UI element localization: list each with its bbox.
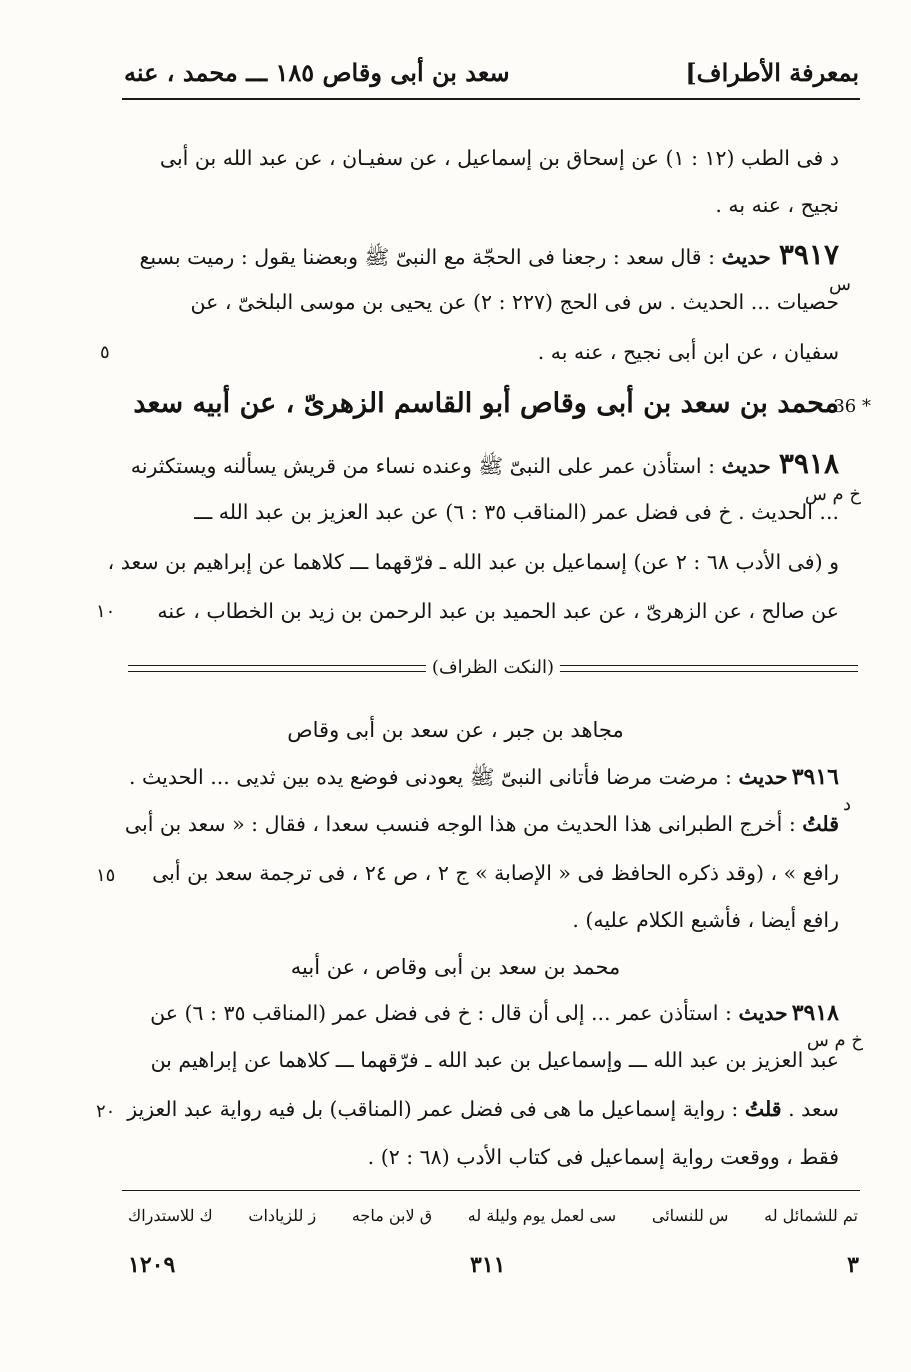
key-item: س للنسائى	[651, 1206, 729, 1225]
hadith-3918b-line	[150, 1000, 839, 1026]
nukat-subheading-2: محمد بن سعد بن أبى وقاص ، عن أبيه	[290, 955, 621, 979]
text-line: رافع أيضا ، فأشبع الكلام عليه) .	[572, 908, 839, 932]
hadith-keyword: حديث	[738, 765, 788, 789]
text-line: رافع » ، (وقد ذكره الحافظ فى « الإصابة » ج ٢ ، ص ٢٤ ، فى ترجمة سعد بن أبى	[152, 861, 839, 885]
separator-label: (النكت الظراف)	[426, 657, 560, 678]
nukat-subheading-1: مجاهد بن جبر ، عن سعد بن أبى وقاص	[287, 718, 624, 742]
hadith-3918-line	[131, 447, 839, 484]
note-text: سعد .	[788, 1097, 839, 1121]
key-item: ق لابن ماجه	[351, 1206, 433, 1225]
text-line: حصيات ... الحديث . س فى الحج (٢٢٧ : ٢) عن يحيى بن موسى البلخىّ ، عن	[190, 290, 839, 314]
footer-rule	[122, 1190, 860, 1191]
note-line	[127, 1097, 839, 1121]
hadith-number: ٣٩١٦	[791, 764, 839, 790]
hadith-3916-line	[129, 764, 839, 795]
page-number: ٣١١	[470, 1252, 506, 1278]
hadith-3918-marker: خ م س	[804, 484, 861, 505]
text-line: ... الحديث . خ فى فضل عمر (المناقب ٣٥ : ٦) عن عبد العزيز بن عبد الله ـــ	[194, 500, 839, 524]
qult-keyword: قلتُ	[802, 812, 839, 836]
hadith-3917-marker: س	[829, 274, 851, 295]
text-line: سفيان ، عن ابن أبى نجيح ، عنه به .	[537, 340, 839, 364]
hadith-3916-marker: د	[842, 794, 851, 815]
total-page-number: ١٢٠٩	[128, 1252, 176, 1278]
hadith-keyword: حديث	[721, 245, 771, 269]
note-text: : أخرج الطبرانى هذا الحديث من هذا الوجه فنسب سعدا ، فقال : « سعد بن أبى	[124, 812, 796, 836]
header-rule	[122, 98, 860, 100]
header-section-title: سعد بن أبى وقاص ١٨٥ ـــ محمد ، عنه	[124, 58, 510, 87]
note-line	[125, 812, 839, 836]
line-marker-20: ٢٠	[96, 1101, 116, 1122]
hadith-text: : مرضت مرضا فأتانى النبىّ ﷺ يعودنى فوضع يده بين ثديى ... الحديث .	[128, 765, 732, 789]
key-item: تم للشمائل له	[764, 1206, 858, 1225]
text-line: فقط ، ووقعت رواية إسماعيل فى كتاب الأدب (٦٨ : ٢) .	[367, 1145, 839, 1169]
hadith-keyword: حديث	[738, 1001, 788, 1025]
hadith-3918b-marker: خ م س	[806, 1030, 863, 1051]
hadith-keyword: حديث	[721, 454, 771, 478]
hadith-number: ٣٩١٧	[778, 238, 839, 271]
header-book-title: بمعرفة الأطراف]	[685, 58, 859, 87]
text-line: نجيح ، عنه به .	[715, 193, 839, 217]
section-36-title	[133, 388, 839, 419]
line-marker-5: ٥	[100, 342, 110, 363]
nukat-separator	[128, 656, 858, 684]
volume-number: ٣	[847, 1252, 859, 1278]
note-text: : رواية إسماعيل ما هى فى فضل عمر (المناقب) بل فيه رواية عبد العزيز	[127, 1097, 739, 1121]
abbreviation-key	[128, 1206, 858, 1225]
text-line: عن صالح ، عن الزهرىّ ، عن عبد الحميد بن عبد الرحمن بن زيد بن الخطاب ، عنه	[157, 599, 839, 623]
section-number-tag: 36 *	[833, 396, 871, 417]
key-item: سى لعمل يوم وليلة له	[467, 1206, 617, 1225]
hadith-text: : استأذن عمر على النبىّ ﷺ وعنده نساء من قريش يسألنه ويستكثرنه	[130, 454, 716, 478]
hadith-text: : قال سعد : رجعنا فى الحجّة مع النبىّ ﷺ وبعضنا يقول : رميت بسبع	[139, 245, 716, 269]
key-item: ز للزيادات	[248, 1206, 317, 1225]
text-line: د فى الطب (١٢ : ١) عن إسحاق بن إسماعيل ، عن سفيـان ، عن عبد الله بن أبى	[159, 146, 839, 170]
qult-keyword: قلتُ	[744, 1097, 782, 1121]
key-item: ك للاستدراك	[128, 1206, 213, 1225]
section-title-text: محمد بن سعد بن أبى وقاص أبو القاسم الزهرىّ ، عن أبيه سعد	[133, 388, 839, 419]
hadith-3917-line	[140, 238, 839, 275]
hadith-number: ٣٩١٨	[778, 447, 839, 480]
line-marker-10: ١٠	[96, 601, 116, 622]
hadith-number: ٣٩١٨	[791, 1000, 839, 1026]
hadith-text: : استأذن عمر ... إلى أن قال : خ فى فضل عمر (المناقب ٣٥ : ٦) عن	[150, 1001, 732, 1025]
line-marker-15: ١٥	[96, 865, 116, 886]
text-line: عبد العزيز بن عبد الله ـــ وإسماعيل بن عبد الله ـ فرّقهما ـــ كلاهما عن إبراهيم بن	[150, 1048, 839, 1072]
text-line: و (فى الأدب ٦٨ : ٢ عن) إسماعيل بن عبد الله ـ فرّقهما ـــ كلاهما عن إبراهيم بن سعد ،	[107, 550, 839, 574]
